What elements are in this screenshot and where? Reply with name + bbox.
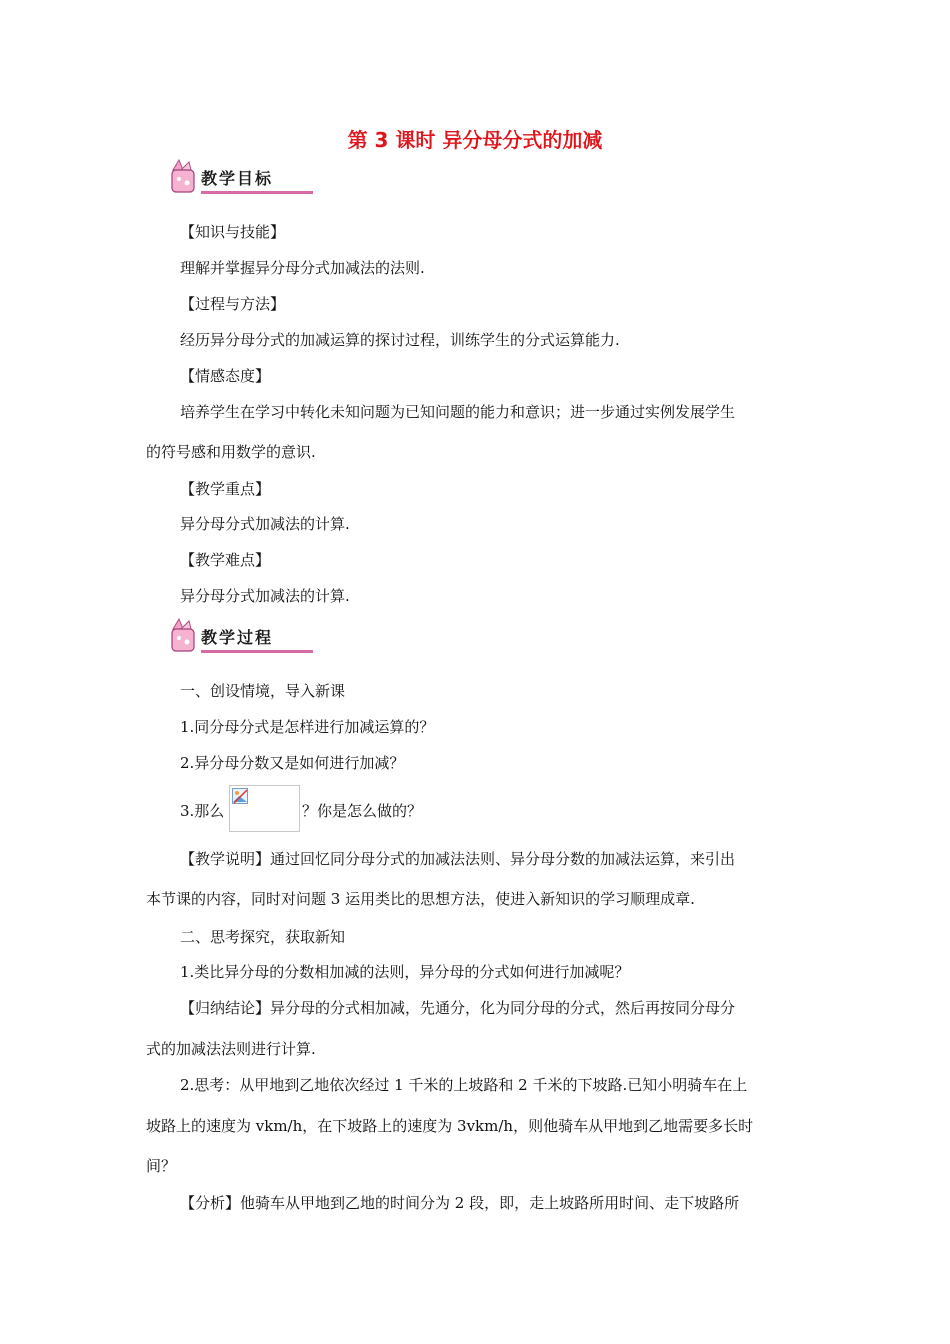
pen-holder-icon (165, 158, 205, 198)
text-line: 二、思考探究，获取新知 (180, 928, 346, 946)
page-title: 第 3 课时 异分母分式的加减 (347, 128, 603, 152)
broken-image-icon (232, 788, 248, 804)
section-title-goals: 教学目标 (201, 169, 274, 188)
text-line: 【分析】他骑车从甲地到乙地的时间分为 2 段，即，走上坡路所用时间、走下坡路所 (180, 1194, 740, 1212)
section-header-process (165, 617, 325, 657)
text-line: 3.那么 (180, 802, 225, 820)
text-line: 异分母分式加减法的计算. (180, 515, 350, 533)
text-line: 2.异分母分数又是如何进行加减？ (180, 754, 405, 772)
text-line: 【过程与方法】 (180, 295, 286, 313)
text-line: 理解并掌握异分母分式加减法的法则. (180, 259, 425, 277)
text-line: 坡路上的速度为 vkm/h，在下坡路上的速度为 3vkm/h，则他骑车从甲地到乙地需要多长时 (146, 1117, 754, 1135)
text-line: 【归纳结论】异分母的分式相加减，先通分，化为同分母的分式，然后再按同分母分 (180, 999, 736, 1017)
section-underline (201, 650, 313, 653)
text-line: 一、创设情境，导入新课 (180, 682, 346, 700)
text-line: 【情感态度】 (180, 367, 271, 385)
text-line: ？你是怎么做的？ (302, 802, 423, 820)
text-line: 的符号感和用数学的意识. (146, 443, 316, 461)
text-line: 间？ (146, 1157, 177, 1175)
text-line: 【教学难点】 (180, 551, 271, 569)
text-line: 1.同分母分式是怎样进行加减运算的？ (180, 718, 435, 736)
text-line: 异分母分式加减法的计算. (180, 587, 350, 605)
text-line: 培养学生在学习中转化未知问题为已知问题的能力和意识；进一步通过实例发展学生 (180, 403, 736, 421)
text-line: 式的加减法法则进行计算. (146, 1040, 316, 1058)
text-line: 【知识与技能】 (180, 223, 286, 241)
text-line: 1.类比异分母的分数相加减的法则，异分母的分式如何进行加减呢？ (180, 963, 630, 981)
text-line: 本节课的内容，同时对问题 3 运用类比的思想方法，使进入新知识的学习顺理成章. (146, 890, 695, 908)
text-line: 【教学说明】通过回忆同分母分式的加减法法则、异分母分数的加减法运算，来引出 (180, 850, 736, 868)
text-line: 【教学重点】 (180, 480, 271, 498)
section-header-goals (165, 158, 325, 198)
text-line: 2.思考：从甲地到乙地依次经过 1 千米的上坡路和 2 千米的下坡路.已知小明骑车在上 (180, 1076, 748, 1094)
broken-image-placeholder (229, 785, 300, 832)
section-underline (201, 191, 313, 194)
section-title-process: 教学过程 (201, 628, 274, 647)
text-line: 经历异分母分式的加减运算的探讨过程，训练学生的分式运算能力. (180, 331, 620, 349)
pen-holder-icon (165, 617, 205, 657)
